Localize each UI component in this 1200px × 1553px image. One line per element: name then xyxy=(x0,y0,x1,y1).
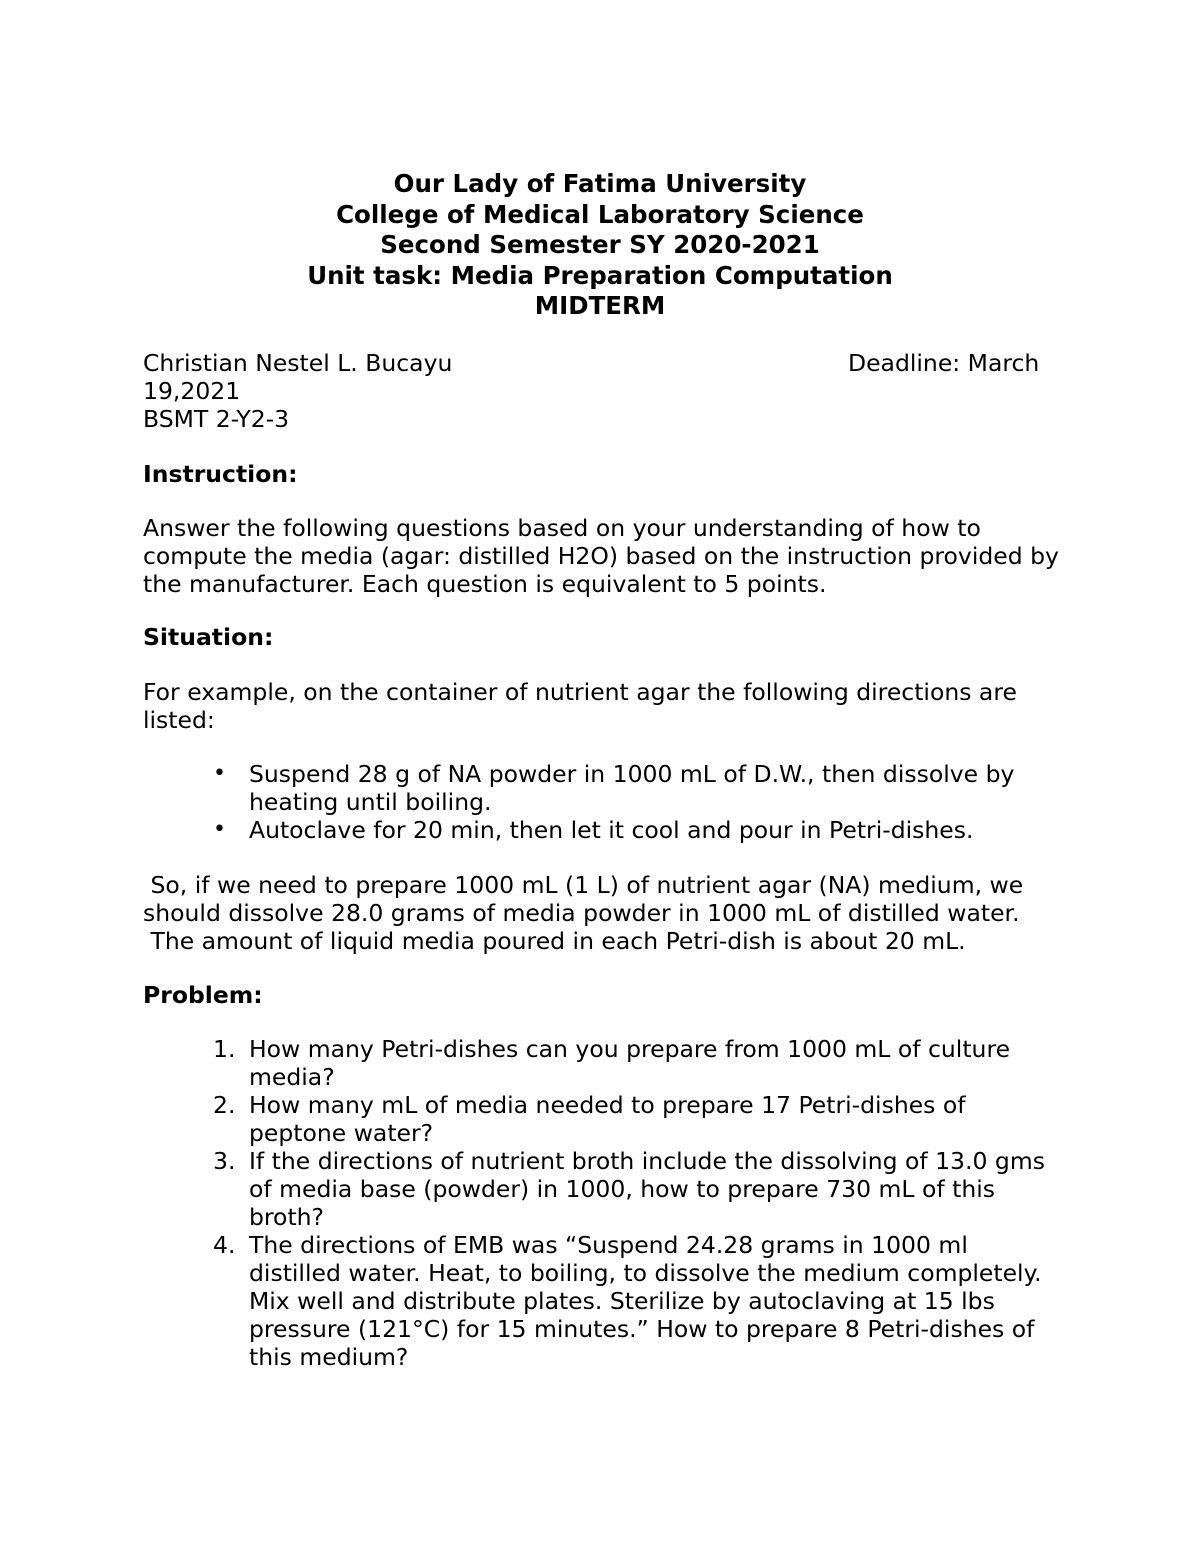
situation-heading: Situation: xyxy=(143,623,274,651)
instruction-line: the manufacturer. Each question is equivalent to 5 points. xyxy=(143,570,827,598)
instruction-heading: Instruction: xyxy=(143,460,298,488)
problem-line: The directions of EMB was “Suspend 24.28 grams in 1000 ml xyxy=(249,1231,968,1259)
problem-line: pressure (121°C) for 15 minutes.” How to prepare 8 Petri-dishes of xyxy=(249,1315,1035,1343)
list-item xyxy=(143,1091,1063,1147)
list-item xyxy=(143,1147,1063,1231)
summary-line: So, if we need to prepare 1000 mL (1 L) of nutrient agar (NA) medium, we xyxy=(143,871,1024,899)
problem-number: 4. xyxy=(213,1231,236,1259)
bullet-icon: • xyxy=(213,817,226,842)
problem-line: If the directions of nutrient broth include the dissolving of 13.0 gms xyxy=(249,1147,1045,1175)
problem-line: broth? xyxy=(249,1203,325,1231)
problem-heading: Problem: xyxy=(143,981,263,1009)
deadline-date: 19,2021 xyxy=(143,377,241,405)
college-name: College of Medical Laboratory Science xyxy=(336,199,864,229)
bullet-line: Autoclave for 20 min, then let it cool and pour in Petri-dishes. xyxy=(249,816,974,844)
instruction-line: Answer the following questions based on your understanding of how to xyxy=(143,514,981,542)
problem-line: media? xyxy=(249,1063,335,1091)
bullet-line: heating until boiling. xyxy=(249,788,492,816)
student-section: BSMT 2-Y2-3 xyxy=(143,405,290,433)
summary-line: should dissolve 28.0 grams of media powder in 1000 mL of distilled water. xyxy=(143,899,1020,927)
problem-list xyxy=(143,1035,1063,1371)
summary-line: The amount of liquid media poured in each Petri-dish is about 20 mL. xyxy=(143,927,966,955)
term-label: MIDTERM xyxy=(534,291,666,321)
unit-task-title: Unit task: Media Preparation Computation xyxy=(307,260,893,290)
bullet-line: Suspend 28 g of NA powder in 1000 mL of D.W., then dissolve by xyxy=(249,760,1015,788)
situation-line: listed: xyxy=(143,706,215,734)
semester: Second Semester SY 2020-2021 xyxy=(380,230,820,260)
problem-number: 1. xyxy=(213,1035,236,1063)
situation-line: For example, on the container of nutrient agar the following directions are xyxy=(143,678,1017,706)
student-info xyxy=(143,349,1063,433)
problem-number: 2. xyxy=(213,1091,236,1119)
instruction-line: compute the media (agar: distilled H2O) based on the instruction provided by xyxy=(143,542,1059,570)
bullet-icon: • xyxy=(213,761,226,786)
problem-line: How many mL of media needed to prepare 17 Petri-dishes of xyxy=(249,1091,966,1119)
problem-line: peptone water? xyxy=(249,1119,434,1147)
student-name: Christian Nestel L. Bucayu xyxy=(143,349,453,377)
deadline: Deadline: March xyxy=(848,349,1040,377)
instruction-body xyxy=(143,514,1063,598)
university-name: Our Lady of Fatima University xyxy=(393,169,807,198)
list-item xyxy=(143,760,1043,816)
list-item xyxy=(143,816,1043,844)
problem-line: of media base (powder) in 1000, how to prepare 730 mL of this xyxy=(249,1175,995,1203)
situation-summary xyxy=(143,871,1063,955)
problem-line: How many Petri-dishes can you prepare from 1000 mL of culture xyxy=(249,1035,1011,1063)
situation-body xyxy=(143,678,1063,734)
problem-line: this medium? xyxy=(249,1343,409,1371)
problem-line: Mix well and distribute plates. Sterilize by autoclaving at 15 lbs xyxy=(249,1287,995,1315)
document-header xyxy=(0,169,1200,322)
problem-line: distilled water. Heat, to boiling, to dissolve the medium completely. xyxy=(249,1259,1042,1287)
problem-number: 3. xyxy=(213,1147,236,1175)
directions-list xyxy=(143,760,1043,844)
list-item xyxy=(143,1231,1063,1371)
list-item xyxy=(143,1035,1063,1091)
